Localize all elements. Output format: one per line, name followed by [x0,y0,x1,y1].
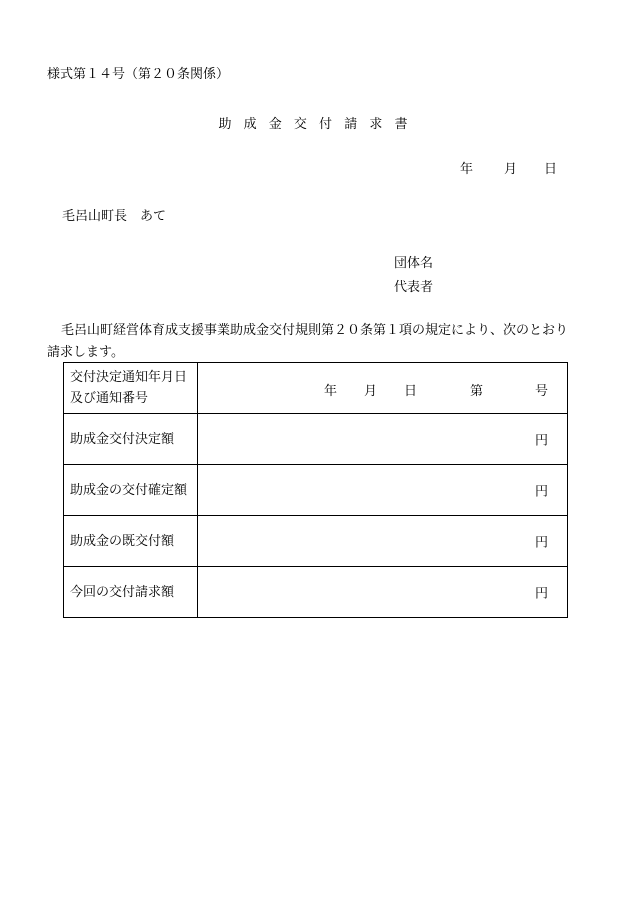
confirmed-amount-value[interactable] [198,465,568,516]
date-month-label: 月 [504,162,518,177]
submission-date [460,158,557,177]
notice-date-label-cell [64,363,198,414]
table-row [64,363,568,414]
org-name-label: 団体名 [394,256,434,271]
notice-date-value-cell[interactable] [198,363,568,414]
notice-day-label: 日 [404,384,418,399]
table-row [64,516,568,567]
form-number: 様式第１４号（第２０条関係） [47,67,230,82]
yen-unit: 円 [534,535,548,551]
notice-dai-label: 第 [470,384,484,399]
decided-amount-value[interactable] [198,414,568,465]
notice-go-label: 号 [534,384,548,399]
notice-date-label-line2: 及び通知番号 [70,391,149,406]
body-text: 毛呂山町経営体育成支援事業助成金交付規則第２０条第１項の規定により、次のとおり請求します。 [47,323,569,360]
document-title: 助 成 金 交 付 請 求 書 [218,117,412,132]
requested-amount-label: 今回の交付請求額 [64,567,198,618]
notice-month-label: 月 [364,384,378,399]
yen-unit: 円 [534,433,548,449]
date-year-label: 年 [460,162,474,177]
request-table [63,362,568,618]
yen-unit: 円 [534,586,548,602]
requested-amount-value[interactable] [198,567,568,618]
yen-unit: 円 [534,484,548,500]
addressee: 毛呂山町長 あて [62,209,167,224]
paid-amount-value[interactable] [198,516,568,567]
table-row [64,567,568,618]
confirmed-amount-label: 助成金の交付確定額 [64,465,198,516]
notice-year-label: 年 [324,384,338,399]
date-day-label: 日 [544,162,558,177]
notice-date-label-line1: 交付決定通知年月日 [70,370,188,385]
table-row [64,465,568,516]
decided-amount-label: 助成金交付決定額 [64,414,198,465]
representative-label: 代表者 [394,280,434,295]
table-row [64,414,568,465]
paid-amount-label: 助成金の既交付額 [64,516,198,567]
